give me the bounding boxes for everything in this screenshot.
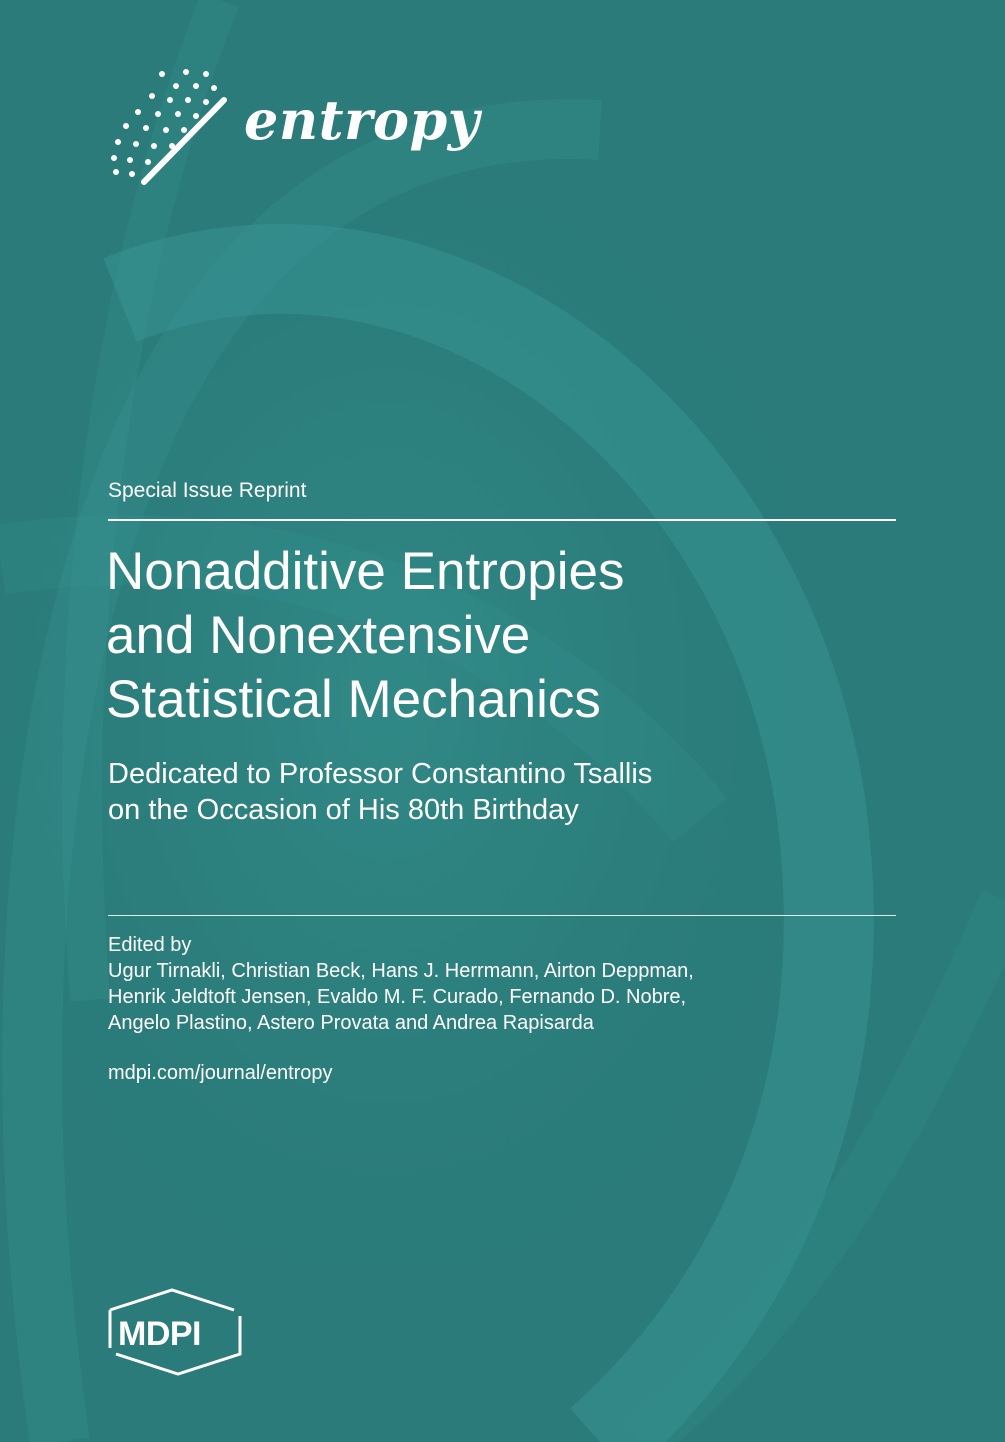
publisher-logo: [106, 1288, 246, 1378]
title-line: Statistical Mechanics: [106, 670, 601, 729]
editors-line: Angelo Plastino, Astero Provata and Andrea Rapisarda: [108, 1012, 594, 1034]
subtitle-line: Dedicated to Professor Constantino Tsallis: [108, 758, 653, 790]
journal-logo: [108, 64, 480, 189]
editors-line: Ugur Tirnakli, Christian Beck, Hans J. Herrmann, Airton Deppman,: [108, 960, 694, 982]
book-title: [106, 540, 896, 732]
subtitle-line: on the Occasion of His 80th Birthday: [108, 794, 579, 826]
book-subtitle: [108, 756, 898, 828]
editors-list: [108, 958, 694, 1036]
editors-line: Henrik Jeldtoft Jensen, Evaldo M. F. Curado, Fernando D. Nobre,: [108, 986, 687, 1008]
entropy-dots-slash-icon: [108, 64, 233, 189]
title-line: and Nonextensive: [106, 606, 531, 665]
publisher-name: MDPI: [118, 1315, 201, 1353]
divider-top: [108, 519, 896, 521]
edited-by-label: Edited by: [108, 934, 192, 956]
journal-name: entropy: [244, 88, 480, 152]
title-line: Nonadditive Entropies: [106, 542, 625, 601]
journal-url: mdpi.com/journal/entropy: [108, 1062, 333, 1084]
series-label: Special Issue Reprint: [108, 479, 307, 502]
divider-bottom: [108, 915, 896, 916]
